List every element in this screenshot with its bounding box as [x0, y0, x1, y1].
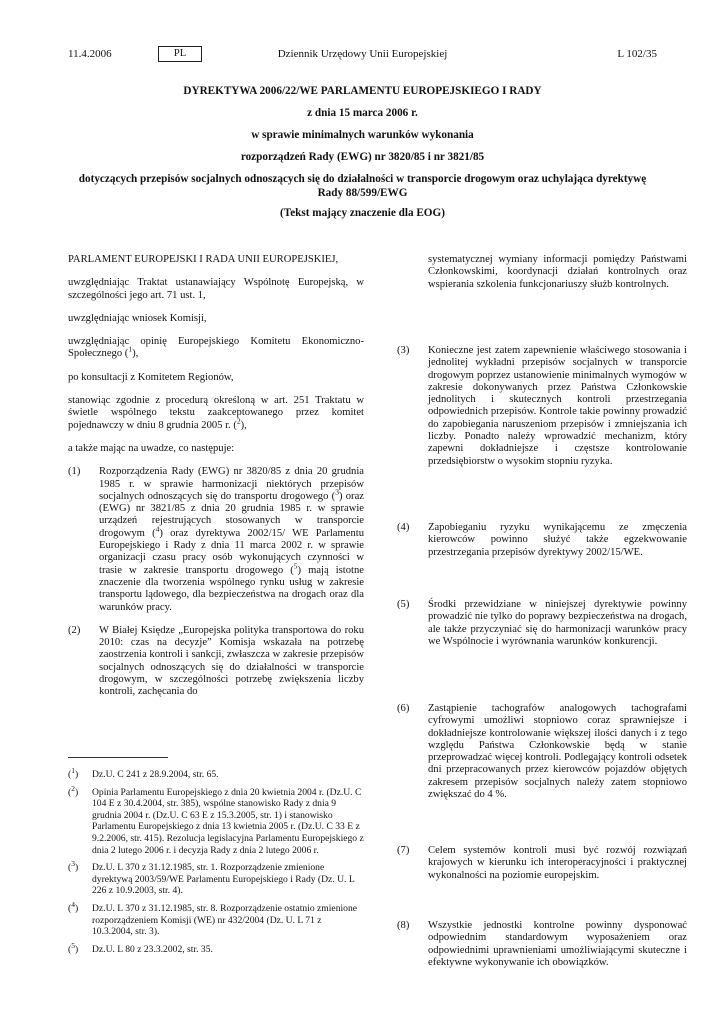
directive-date: z dnia 15 marca 2006 r. — [307, 107, 418, 119]
directive-subject-2: rozporządzeń Rady (EWG) nr 3820/85 i nr 3821/85 — [240, 151, 485, 163]
footnote-number: ($^5$) — [68, 940, 79, 955]
recital-4 — [397, 522, 687, 559]
language-box: PL — [158, 46, 202, 62]
directive-title: DYREKTYWA 2006/22/WE PARLAMENTU EUROPEJSKIEGO I RADY — [183, 85, 542, 97]
recital-1: (1) Rozporządzenia Rady (EWG) nr 3820/85 z dnia 20 grudnia 1985 r. w sprawie harmonizacji niektórych przepisów socjalnych odnoszących się do transportu drogowego ($^3$) oraz (EWG) nr 3821/85 z dnia 20 grudnia 1985 r. w sprawie urządzeń rejestrujących stosowanych w transporcie drogowym ($^4$) oraz dyrektywa 2002/15/ WE Parlamentu Europejskiego i Rady z dnia 11 marca 2002 r. w sprawie organizacji czasu pracy osób wykonujących czynności w trasie w zakresie transportu drogowego ($^5$) mają istotne znaczenie dla tworzenia wspólnego rynku usług w zakresie transportu lądowego, dla bezpieczeństwa na drogach oraz dla warunków pracy. — [68, 466, 364, 613]
recital-8 — [397, 920, 687, 969]
footnotes — [68, 765, 364, 961]
footnote-ref: 1 — [128, 344, 133, 354]
publication-date: 11.4.2006 — [68, 48, 112, 60]
footnote-ref: 4 — [155, 524, 160, 534]
directive-subject-3: dotyczących przepisów socjalnych odnoszących się do działalności w transporcie drogowym oraz uchylająca dyrektywę Rady 88/599/EWG — [78, 173, 647, 199]
footnote-text: Opinia Parlamentu Europejskiego z dnia 20 kwietnia 2004 r. (Dz.U. C 104 E z 30.4.2004, str. 385), wspólne stanowisko Rady z dnia 9 grudnia 2004 r. (Dz.U. C 63 E z 15.3.2005, str. 1) i stanowisko Parlamentu Europejskiego z dnia 13 kwietnia 2005 r. (Dz.U. C 33 E z 9.2.2006, str. 415). Rezolucja legislacyjna Parlamentu Europejskiego z dnia 2 lutego 2006 r. i decyzja Rady z dnia 2 lutego 2006 r. — [92, 786, 364, 856]
footnote-number: ($^3$) — [68, 858, 79, 874]
directive-subject-1: w sprawie minimalnych warunków wykonania — [251, 129, 474, 141]
recital-number: (1) — [68, 466, 81, 478]
recital-number: (8) — [397, 920, 410, 931]
recital-3 — [397, 345, 687, 468]
preamble-citation-procedure: stanowiąc zgodnie z procedurą określoną w art. 251 Traktatu w świetle wspólnego tekstu zaakceptowanego przez komitet pojednawczy w dniu 8 grudnia 2005 r. ($^2$), — [68, 395, 364, 431]
recital-2: (2) W Białej Księdze „Europejska polityka transportowa do roku 2010: czas na decyzje” Komisja wskazała na potrzebę zaostrzenia kontroli i sankcji, zwłaszcza w zakresie przepisów socjalnych odnoszących się do działalności w transporcie drogowym, w szczególności potrzebę zwiększenia liczby kontroli, zachęcania do — [68, 624, 364, 698]
footnote-5 — [68, 940, 364, 956]
footnote-3 — [68, 858, 364, 897]
footnote-text: Dz.U. L 370 z 31.12.1985, str. 1. Rozporządzenie zmienione dyrektywą 2003/59/WE Parlamentu Europejskiego i Rady (Dz. U. L 226 z 10.9.2003, str. 4). — [92, 862, 355, 897]
recital-text: Wszystkie jednostki kontrolne powinny dysponować odpowiednim standardowym wyposażeniem oraz odpowiednimi uprawnieniami umożliwiającymi skuteczne i efektywne wykonywanie ich obowiązków. — [428, 920, 687, 968]
preamble-citation-cor: po konsultacji z Komitetem Regionów, — [68, 371, 234, 383]
footnote-ref: 2 — [236, 416, 241, 426]
recital-number: (4) — [397, 522, 410, 533]
recital-number: (7) — [397, 845, 410, 856]
eea-relevance: (Tekst mający znaczenie dla EOG) — [280, 207, 445, 219]
right-column — [397, 254, 687, 968]
recital-5 — [397, 599, 687, 648]
recital-text: Konieczne jest zatem zapewnienie właściwego stosowania i jednolitej wykładni przepisów socjalnych w transporcie drogowym poprzez ustanowienie minimalnych wymogów w zakresie dokonywanych przez Państwa Członkowskie jednolitych i skutecznych kontroli przestrzegania odpowiednich przepisów. Kontrole takie powinny prowadzić do zapobiegania naruszeniom przepisów i zmniejszania ich liczby. Ponadto należy wprowadzić mechanizm, który zapewni dokładniejsze i częstsze kontrolowanie przedsiębiorstw o wysokim stopniu ryzyka. — [428, 345, 687, 467]
preamble-citation-eesc: uwzględniając opinię Europejskiego Komitetu Ekonomiczno-Społecznego ($^1$), — [68, 336, 364, 360]
directive-title-block — [68, 84, 657, 228]
footnote-divider — [68, 757, 168, 758]
preamble-citation-proposal: uwzględniając wniosek Komisji, — [68, 312, 207, 324]
left-column — [68, 254, 364, 710]
recital-text: Środki przewidziane w niniejszej dyrektywie powinny prowadzić nie tylko do poprawy bezpieczeństwa na drogach, ale także przyczyniać się do harmonizacji warunków pracy we Wspólnocie i wyrównania warunków konkurencji. — [428, 599, 687, 647]
footnote-text: Dz.U. L 80 z 23.3.2002, str. 35. — [92, 943, 213, 955]
journal-title: Dziennik Urzędowy Unii Europejskiej — [277, 48, 448, 60]
footnote-text: Dz.U. C 241 z 28.9.2004, str. 65. — [92, 769, 219, 780]
recital-7 — [397, 845, 687, 882]
recital-text: Zastąpienie tachografów analogowych tachografami cyfrowymi umożliwi stopniowo coraz sprawniejsze i dokładniejsze kontrolowanie większej ilości danych i z tego względu Państwa Członkowskie będą w stanie przeprowadzać więcej kontroli. Podlegający kontroli odsetek dni przepracowanych przez kierowców pojazdów objętych zakresem przepisów socjalnych należy zatem stopniowo zwiększać do 4 %. — [428, 703, 687, 801]
footnote-number: ($^4$) — [68, 899, 79, 914]
footnote-4 — [68, 899, 364, 938]
preamble-whereas: a także mając na uwadze, co następuje: — [68, 442, 235, 454]
footnote-1 — [68, 765, 364, 781]
recital-number: (3) — [397, 345, 410, 356]
recital-text: Celem systemów kontroli musi być rozwój rozwiązań krajowych w kierunku ich interoperacyjności i praktycznej wykonalności na poziomie europejskim. — [428, 845, 687, 881]
footnote-number: ($^2$) — [68, 783, 79, 798]
recital-6 — [397, 703, 687, 801]
footnote-number: ($^1$) — [68, 765, 79, 780]
recital-number: (6) — [397, 703, 410, 714]
page-reference: L 102/35 — [617, 48, 657, 60]
footnote-2 — [68, 783, 364, 857]
preamble-citation-treaty: uwzględniając Traktat ustanawiający Wspólnotę Europejską, w szczególności jego art. 71 ust. 1, — [68, 277, 364, 301]
preamble-authors: PARLAMENT EUROPEJSKI I RADA UNII EUROPEJSKIEJ, — [68, 254, 339, 265]
journal-header — [68, 46, 657, 66]
footnote-ref: 5 — [293, 561, 298, 571]
recital-2-continuation: systematycznej wymiany informacji pomiędzy Państwami Członkowskimi, koordynacji działań kontrolnych oraz wspierania szkolenia funkcjonariuszy służb kontrolnych. — [428, 254, 687, 290]
recital-number: (5) — [397, 599, 410, 610]
footnote-text: Dz.U. L 370 z 31.12.1985, str. 8. Rozporządzenie ostatnio zmienione rozporządzeniem Komisji (WE) nr 432/2004 (Dz. U. L 71 z 10.3.2004, str. 3). — [92, 902, 358, 938]
recital-number: (2) — [68, 624, 81, 636]
footnote-ref: 3 — [335, 487, 339, 497]
recital-text: Zapobieganiu ryzyku wynikającemu ze zmęczenia kierowców powinno służyć także egzekwowanie przestrzegania przepisów dyrektywy 2002/15/WE. — [428, 522, 687, 558]
